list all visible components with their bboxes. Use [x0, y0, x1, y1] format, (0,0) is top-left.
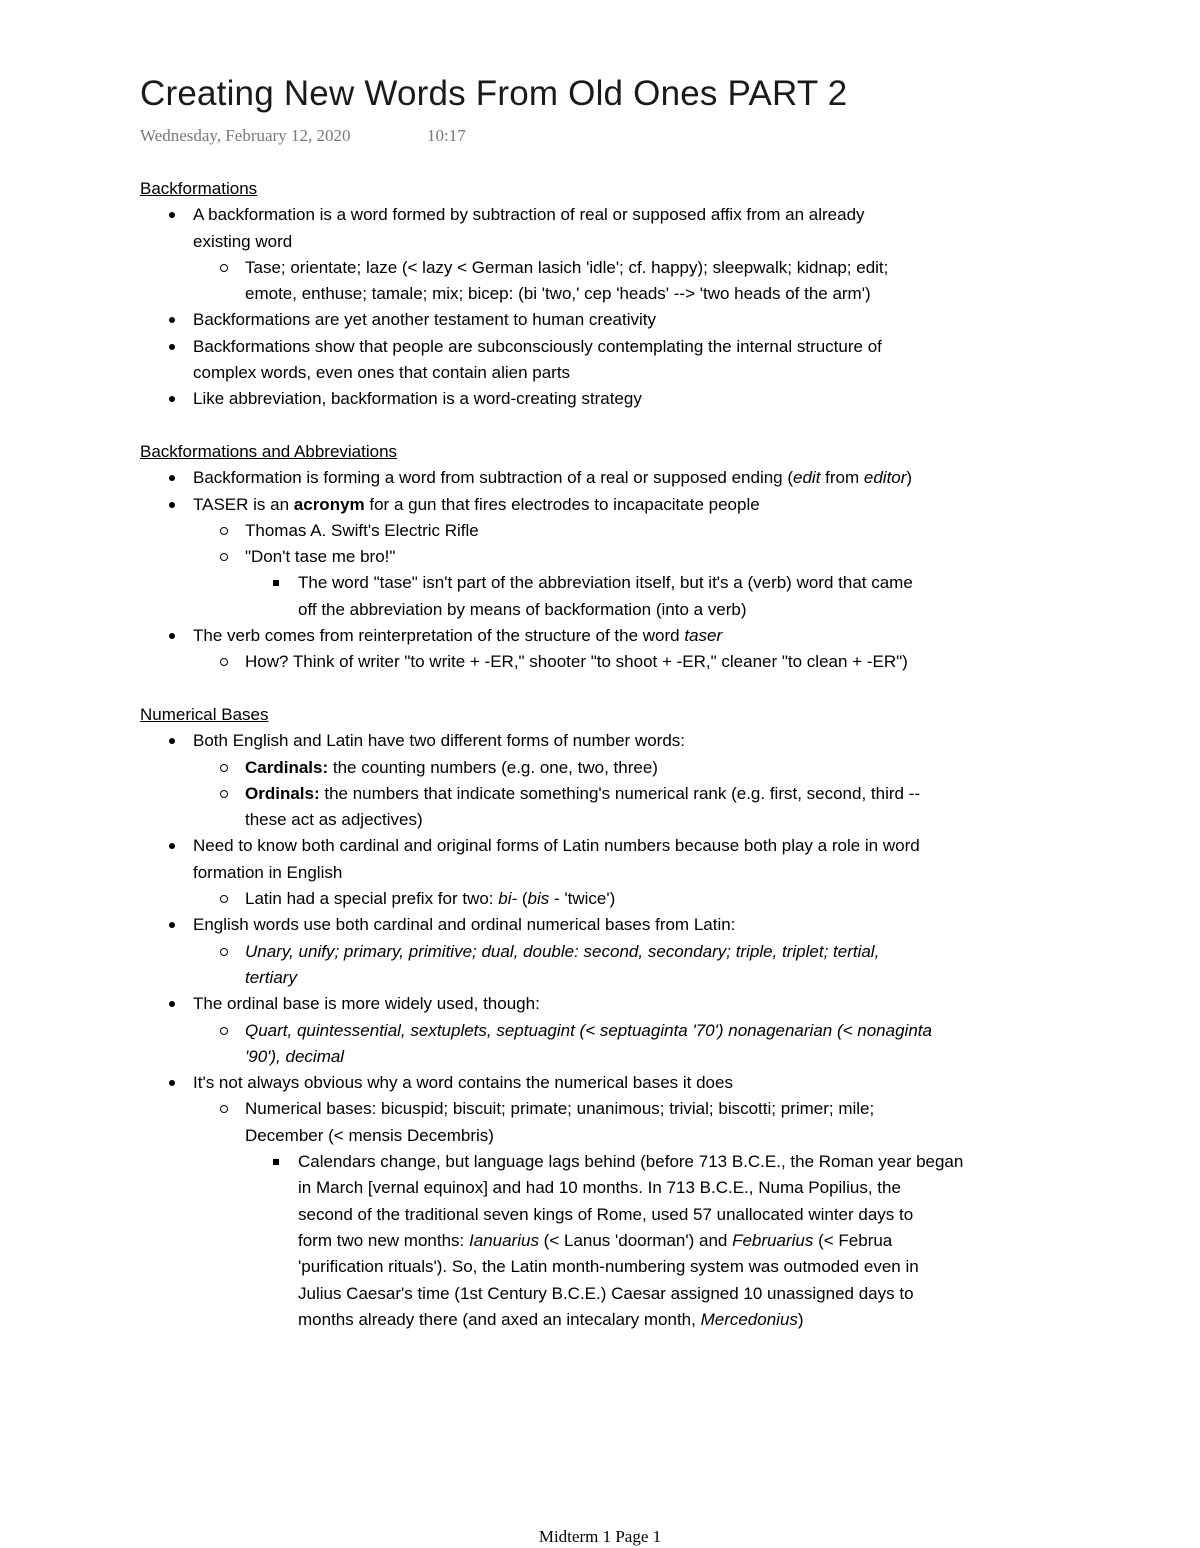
- bullet-icon: [168, 386, 178, 412]
- list-item-continued: existing word: [193, 231, 293, 251]
- section-heading: Numerical Bases: [140, 705, 269, 724]
- list-item-continued: in March [vernal equinox] and had 10 months. In 713 B.C.E., Numa Popilius, the: [298, 1178, 901, 1198]
- list-item: The word "tase" isn't part of the abbreviation itself, but it's a (verb) word that came: [140, 570, 1060, 596]
- circle-bullet-icon: [220, 886, 230, 912]
- list-item: Backformations are yet another testament to human creativity: [140, 307, 1060, 333]
- list-item: Quart, quintessential, sextuplets, septuagint (< septuaginta '70') nonagenarian (< nonaginta: [140, 1018, 1060, 1044]
- section-numerical-bases: [140, 702, 1060, 1333]
- list-item-continued: months already there (and axed an intecalary month, Mercedonius): [298, 1309, 804, 1329]
- list-item: Latin had a special prefix for two: bi- (bis - 'twice'): [140, 886, 1060, 912]
- list-item: English words use both cardinal and ordinal numerical bases from Latin:: [140, 912, 1060, 938]
- list-item-continued: emote, enthuse; tamale; mix; bicep: (bi 'two,' cep 'heads' --> 'two heads of the arm'): [245, 284, 871, 304]
- list-item: Cardinals: the counting numbers (e.g. one, two, three): [140, 755, 1060, 781]
- list-item-continued: tertiary: [245, 967, 297, 987]
- list-item: Numerical bases: bicuspid; biscuit; primate; unanimous; trivial; biscotti; primer; mile;: [140, 1096, 1060, 1122]
- bullet-icon: [168, 912, 178, 938]
- bullet-icon: [168, 623, 178, 649]
- list-item: "Don't tase me bro!": [140, 544, 1060, 570]
- list-item-continued: form two new months: Ianuarius (< Lanus 'doorman') and Februarius (< Februa: [298, 1230, 893, 1250]
- list-item-continued: December (< mensis Decembris): [245, 1125, 494, 1145]
- list-item-continued: 'purification rituals'). So, the Latin month-numbering system was outmoded even in: [298, 1257, 919, 1277]
- bullet-icon: [168, 465, 178, 491]
- date-line: [140, 126, 466, 146]
- list-item: Like abbreviation, backformation is a word-creating strategy: [140, 386, 1060, 412]
- list-item: The verb comes from reinterpretation of the structure of the word taser: [140, 623, 1060, 649]
- list-item-continued: off the abbreviation by means of backformation (into a verb): [298, 599, 747, 619]
- list-item: Need to know both cardinal and original forms of Latin numbers because both play a role in word: [140, 833, 1060, 859]
- circle-bullet-icon: [220, 544, 230, 570]
- section-backformations: [140, 176, 1060, 413]
- circle-bullet-icon: [220, 1018, 230, 1044]
- list-item: Ordinals: the numbers that indicate something's numerical rank (e.g. first, second, third --: [140, 781, 1060, 807]
- bullet-icon: [168, 202, 178, 228]
- list-item: Calendars change, but language lags behind (before 713 B.C.E., the Roman year began: [140, 1149, 1060, 1175]
- list-item-continued: '90'), decimal: [245, 1046, 345, 1066]
- list-item: The ordinal base is more widely used, though:: [140, 991, 1060, 1017]
- list-item: Backformation is forming a word from subtraction of a real or supposed ending (edit from editor): [140, 465, 1060, 491]
- bullet-icon: [168, 492, 178, 518]
- list-item: Unary, unify; primary, primitive; dual, double: second, secondary; triple, triplet; tertial,: [140, 939, 1060, 965]
- list-item-continued: Julius Caesar's time (1st Century B.C.E.) Caesar assigned 10 unassigned days to: [298, 1283, 914, 1303]
- list-item: It's not always obvious why a word contains the numerical bases it does: [140, 1070, 1060, 1096]
- list-item: Thomas A. Swift's Electric Rifle: [140, 518, 1060, 544]
- square-bullet-icon: [272, 1149, 282, 1175]
- circle-bullet-icon: [220, 649, 230, 675]
- list-item-continued: these act as adjectives): [245, 810, 423, 830]
- note-date: Wednesday, February 12, 2020: [140, 126, 351, 145]
- section-backformations-abbreviations: [140, 439, 1060, 676]
- square-bullet-icon: [272, 570, 282, 596]
- list-item: TASER is an acronym for a gun that fires electrodes to incapacitate people: [140, 492, 1060, 518]
- circle-bullet-icon: [220, 755, 230, 781]
- bullet-icon: [168, 334, 178, 360]
- circle-bullet-icon: [220, 939, 230, 965]
- list-item-continued: complex words, even ones that contain alien parts: [193, 363, 571, 383]
- section-heading: Backformations: [140, 179, 258, 198]
- bullet-icon: [168, 991, 178, 1017]
- section-heading: Backformations and Abbreviations: [140, 442, 398, 461]
- list-item: Both English and Latin have two different forms of number words:: [140, 728, 1060, 754]
- circle-bullet-icon: [220, 518, 230, 544]
- bullet-icon: [168, 728, 178, 754]
- list-item-continued: second of the traditional seven kings of Rome, used 57 unallocated winter days to: [298, 1204, 914, 1224]
- list-item: Backformations show that people are subconsciously contemplating the internal structure of: [140, 334, 1060, 360]
- circle-bullet-icon: [220, 255, 230, 281]
- page-title: Creating New Words From Old Ones PART 2: [140, 74, 848, 113]
- circle-bullet-icon: [220, 781, 230, 807]
- list-item-continued: formation in English: [193, 862, 343, 882]
- bullet-icon: [168, 307, 178, 333]
- bullet-icon: [168, 1070, 178, 1096]
- list-item: A backformation is a word formed by subtraction of real or supposed affix from an already: [140, 202, 1060, 228]
- page-footer: Midterm 1 Page 1: [538, 1527, 662, 1546]
- circle-bullet-icon: [220, 1096, 230, 1122]
- list-item: How? Think of writer "to write + -ER," shooter "to shoot + -ER," cleaner "to clean + -ER"): [140, 649, 1060, 675]
- bullet-icon: [168, 833, 178, 859]
- list-item: Tase; orientate; laze (< lazy < German lasich 'idle'; cf. happy); sleepwalk; kidnap; edit;: [140, 255, 1060, 281]
- note-time: 10:17: [427, 126, 466, 145]
